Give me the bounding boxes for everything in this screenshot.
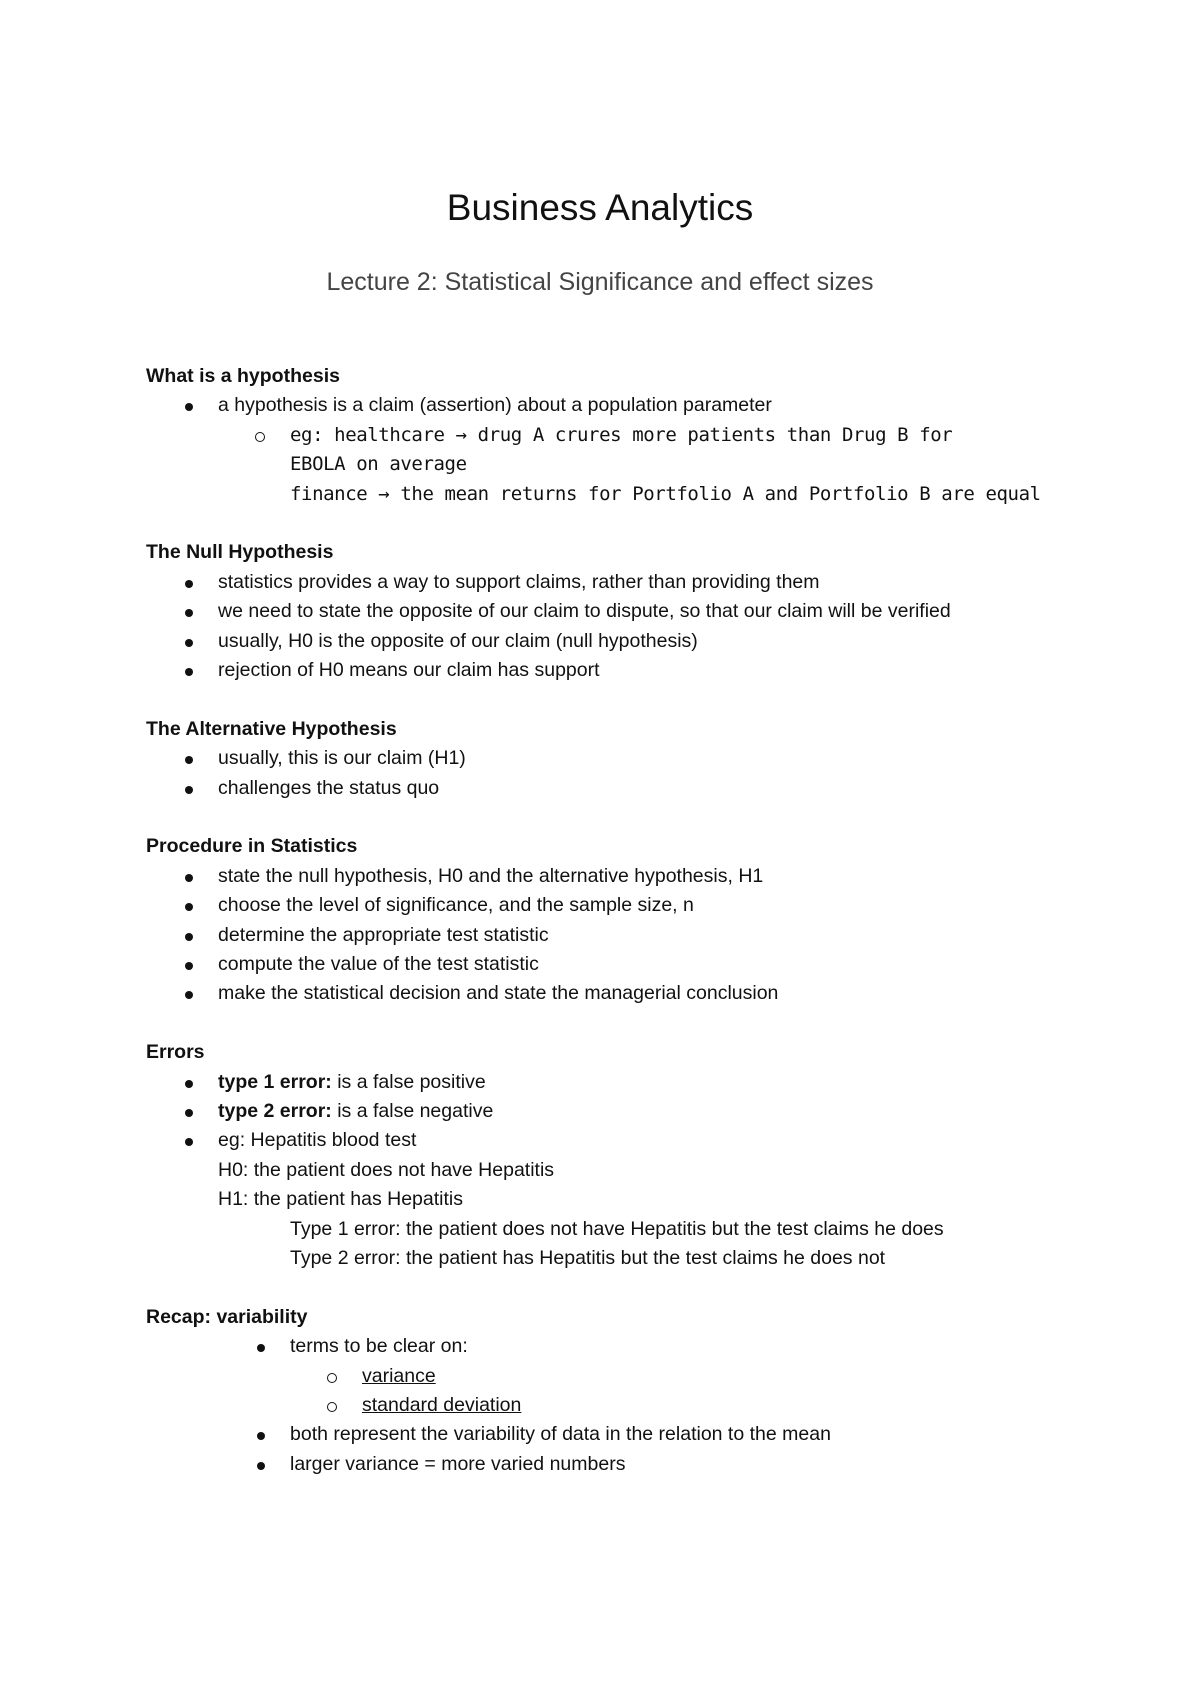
list-item-text: EBOLA on average	[290, 453, 467, 476]
list-item	[146, 979, 1146, 1008]
bullet-icon	[185, 903, 193, 911]
document-body	[146, 362, 1146, 1479]
list-item-text: Type 2 error: the patient has Hepatitis but the test claims he does not	[290, 1247, 886, 1270]
list-item-text: is a false negative	[331, 1100, 494, 1123]
section-heading: The Null Hypothesis	[146, 541, 334, 564]
list-item	[146, 1420, 1146, 1449]
list-item	[146, 774, 1146, 803]
list-item	[146, 950, 1146, 979]
bullet-icon	[185, 639, 193, 647]
bullet-icon	[185, 874, 193, 882]
term-label: type 1 error:	[218, 1070, 332, 1093]
hollow-bullet-icon	[327, 1402, 337, 1412]
list-item	[146, 421, 1146, 450]
section-heading: Recap: variability	[146, 1305, 308, 1328]
variance-link[interactable]: variance	[362, 1364, 436, 1387]
bullet-icon	[185, 1109, 193, 1117]
bullet-icon	[185, 933, 193, 941]
list-item-text: we need to state the opposite of our claim to dispute, so that our claim will be verified	[218, 600, 951, 623]
document-title: Business Analytics	[446, 187, 754, 228]
list-item	[146, 627, 1146, 656]
bullet-icon	[185, 1080, 193, 1088]
list-item-text: larger variance = more varied numbers	[290, 1452, 626, 1475]
list-item-text: finance → the mean returns for Portfolio A and Portfolio B are equal	[290, 482, 1041, 505]
section-heading: Procedure in Statistics	[146, 835, 358, 858]
list-item-continuation	[146, 1185, 1146, 1214]
list-item	[146, 921, 1146, 950]
list-item-text: H1: the patient has Hepatitis	[218, 1188, 463, 1211]
bullet-icon	[185, 403, 193, 411]
list-item-text: make the statistical decision and state the managerial conclusion	[218, 982, 779, 1005]
list-item-text: a hypothesis is a claim (assertion) about a population parameter	[218, 394, 772, 417]
list-item	[146, 1332, 1146, 1361]
list-item-continuation	[146, 1215, 1146, 1244]
list-item-text: determine the appropriate test statistic	[218, 923, 549, 946]
bullet-icon	[185, 756, 193, 764]
list-item-text: eg: Hepatitis blood test	[218, 1129, 417, 1152]
document-subtitle: Lecture 2: Statistical Significance and effect sizes	[326, 268, 874, 296]
standard-deviation-link[interactable]: standard deviation	[362, 1394, 522, 1417]
term-label: type 2 error:	[218, 1100, 332, 1123]
list-item-text: terms to be clear on:	[290, 1335, 468, 1358]
bullet-icon	[257, 1462, 265, 1470]
list-item-text: compute the value of the test statistic	[218, 953, 539, 976]
list-item-text: choose the level of significance, and the sample size, n	[218, 894, 694, 917]
list-item	[146, 1126, 1146, 1155]
bullet-icon	[185, 668, 193, 676]
hollow-bullet-icon	[327, 1373, 337, 1383]
list-item	[146, 1450, 1146, 1479]
list-item	[146, 568, 1146, 597]
list-item-text: rejection of H0 means our claim has support	[218, 659, 600, 682]
list-item-continuation	[146, 480, 1146, 509]
bullet-icon	[257, 1432, 265, 1440]
list-item	[146, 656, 1146, 685]
list-item-text: statistics provides a way to support claims, rather than providing them	[218, 570, 820, 593]
list-item-text: state the null hypothesis, H0 and the alternative hypothesis, H1	[218, 864, 764, 887]
list-item-text: challenges the status quo	[218, 776, 440, 799]
list-item-continuation	[146, 450, 1146, 479]
hollow-bullet-icon	[255, 432, 265, 442]
list-item-text: both represent the variability of data in the relation to the mean	[290, 1423, 831, 1446]
bullet-icon	[185, 609, 193, 617]
list-item	[146, 862, 1146, 891]
section-heading: What is a hypothesis	[146, 365, 340, 387]
list-item-text: usually, H0 is the opposite of our claim (null hypothesis)	[218, 629, 698, 652]
list-item	[146, 744, 1146, 773]
list-item	[146, 391, 1146, 420]
list-item	[146, 597, 1146, 626]
list-item-continuation	[146, 1244, 1146, 1273]
bullet-icon	[257, 1344, 265, 1352]
list-item-continuation	[146, 1156, 1146, 1185]
bullet-icon	[185, 786, 193, 794]
bullet-icon	[185, 962, 193, 970]
list-item	[146, 891, 1146, 920]
list-item	[146, 1097, 1146, 1126]
list-item-text: usually, this is our claim (H1)	[218, 747, 466, 770]
section-heading: The Alternative Hypothesis	[146, 717, 397, 740]
list-item	[146, 1068, 1146, 1097]
list-item-text: Type 1 error: the patient does not have Hepatitis but the test claims he does	[290, 1217, 944, 1240]
bullet-icon	[185, 1138, 193, 1146]
bullet-icon	[185, 580, 193, 588]
list-item-text: eg: healthcare → drug A crures more patients than Drug B for	[290, 423, 953, 446]
list-item-text: H0: the patient does not have Hepatitis	[218, 1158, 555, 1181]
list-item	[146, 1362, 1146, 1391]
list-item	[146, 1391, 1146, 1420]
list-item-text: is a false positive	[331, 1070, 486, 1093]
bullet-icon	[185, 991, 193, 999]
section-heading: Errors	[146, 1041, 205, 1064]
